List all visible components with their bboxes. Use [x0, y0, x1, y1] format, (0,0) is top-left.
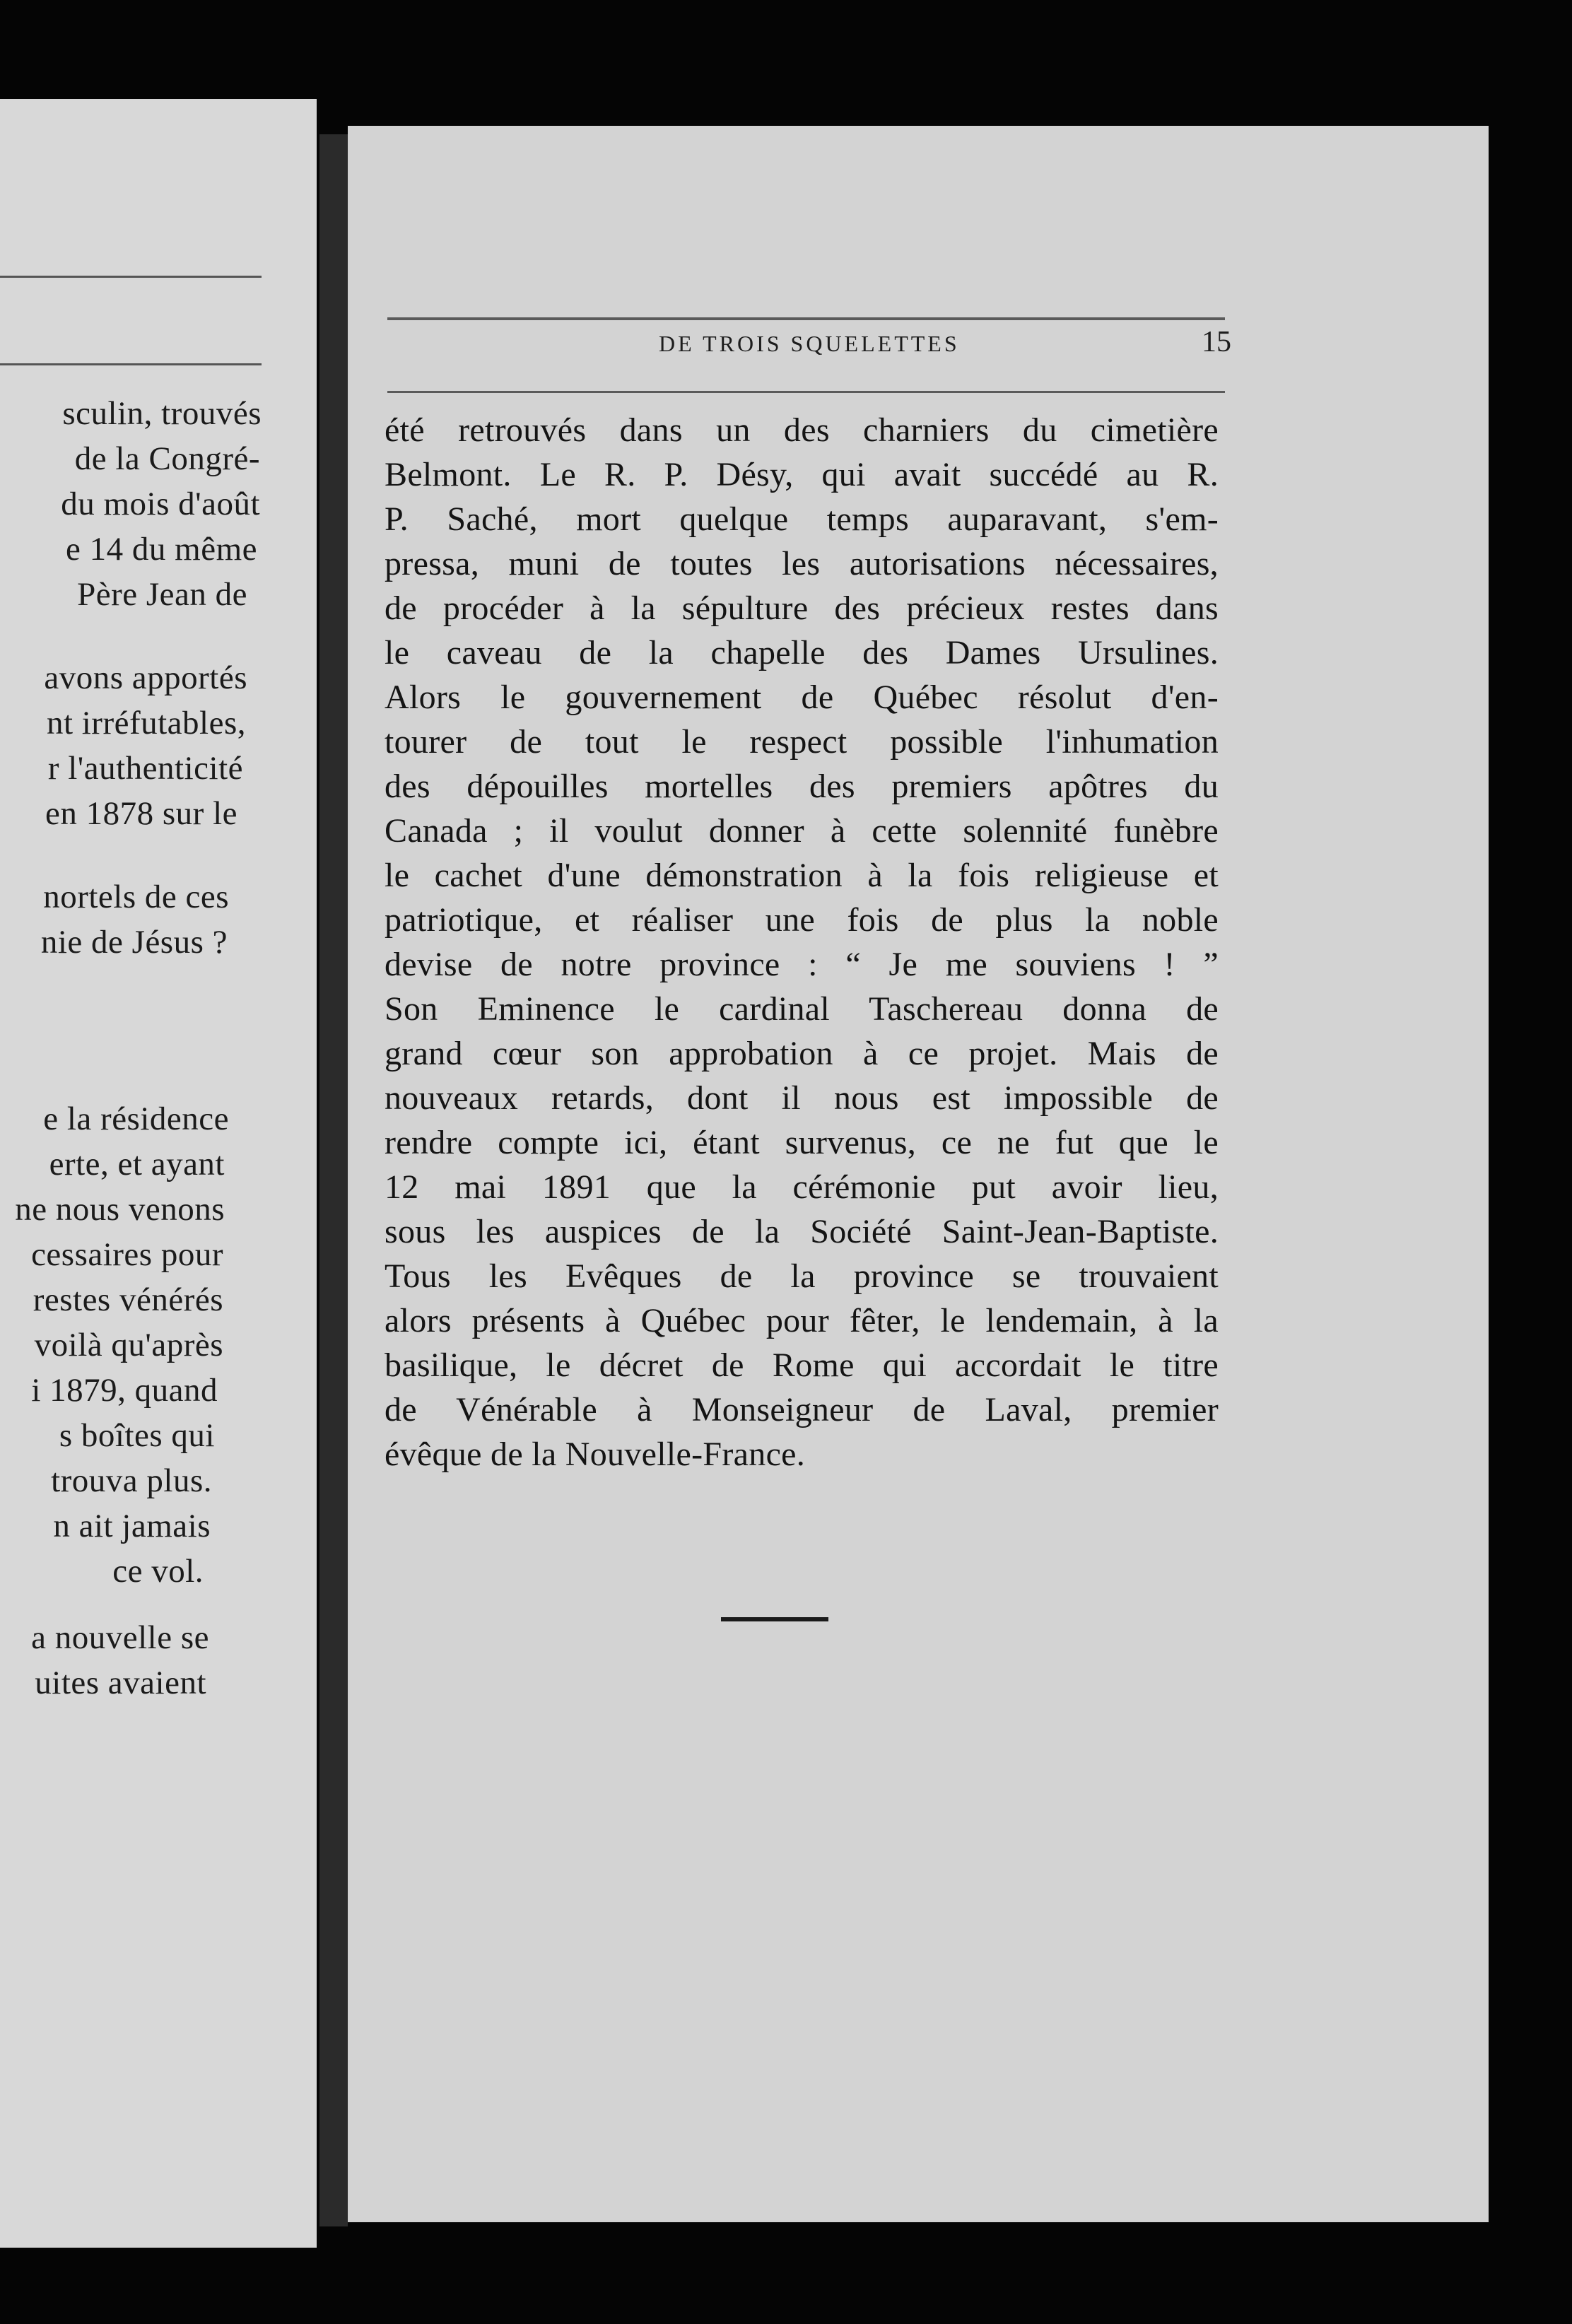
- body-text-line: basilique, le décret de Rome qui accordait le titre: [385, 1346, 1219, 1384]
- left-text-line: nt irréfutables,: [46, 705, 246, 741]
- body-text-line: le caveau de la chapelle des Dames Ursulines.: [385, 634, 1219, 671]
- end-of-section-rule: [721, 1617, 828, 1621]
- left-text-line: Père Jean de: [77, 576, 247, 613]
- body-text-line: nouveaux retards, dont il nous est impossible de: [385, 1079, 1219, 1117]
- body-text-line: le cachet d'une démonstration à la fois religieuse et: [385, 857, 1219, 894]
- body-text-line: patriotique, et réaliser une fois de plus la noble: [385, 901, 1219, 939]
- left-text-line: uites avaient: [35, 1665, 206, 1701]
- body-text-line: sous les auspices de la Société Saint-Jean-Baptiste.: [385, 1213, 1219, 1250]
- body-text-line: Son Eminence le cardinal Taschereau donna de: [385, 990, 1219, 1028]
- header-rule-top: [387, 317, 1225, 320]
- header-rule-bottom: [387, 391, 1225, 393]
- left-text-line: i 1879, quand: [31, 1372, 218, 1409]
- left-text-line: s boîtes qui: [59, 1417, 215, 1454]
- body-text-line: Tous les Evêques de la province se trouvaient: [385, 1257, 1219, 1295]
- left-text-line: nortels de ces: [43, 879, 229, 915]
- left-text-line: voilà qu'après: [34, 1327, 223, 1363]
- body-text-line: P. Saché, mort quelque temps auparavant, s'em-: [385, 500, 1219, 538]
- left-text-line: restes vénérés: [33, 1281, 223, 1318]
- body-text-line: 12 mai 1891 que la cérémonie put avoir lieu,: [385, 1168, 1219, 1206]
- left-text-line: erte, et ayant: [49, 1146, 225, 1182]
- body-text-line: des dépouilles mortelles des premiers apôtres du: [385, 768, 1219, 805]
- running-title: DE TROIS SQUELETTES: [659, 331, 960, 356]
- body-text-line: devise de notre province : “ Je me souviens ! ”: [385, 946, 1219, 983]
- left-text-line: e la résidence: [43, 1101, 229, 1137]
- left-header-rule-bottom: [0, 363, 262, 365]
- left-text-line: trouva plus.: [51, 1462, 212, 1499]
- book-gutter: [319, 134, 348, 2226]
- body-text-line: Belmont. Le R. P. Désy, qui avait succédé au R.: [385, 456, 1219, 493]
- left-text-line: du mois d'août: [61, 486, 260, 522]
- left-text-line: a nouvelle se: [31, 1619, 209, 1656]
- body-text-line: été retrouvés dans un des charniers du cimetière: [385, 411, 1219, 449]
- left-text-line: de la Congré-: [74, 440, 260, 477]
- body-text-line: de procéder à la sépulture des précieux restes dans: [385, 589, 1219, 627]
- body-text-line: Canada ; il voulut donner à cette solennité funèbre: [385, 812, 1219, 850]
- body-text-line: grand cœur son approbation à ce projet. Mais de: [385, 1035, 1219, 1072]
- left-text-line: ne nous venons: [15, 1191, 225, 1228]
- left-text-line: sculin, trouvés: [62, 395, 262, 432]
- body-text-line: de Vénérable à Monseigneur de Laval, premier: [385, 1391, 1219, 1428]
- left-header-rule-top: [0, 276, 262, 278]
- body-text-line: pressa, muni de toutes les autorisations nécessaires,: [385, 545, 1219, 582]
- body-text-line: rendre compte ici, étant survenus, ce ne fut que le: [385, 1124, 1219, 1161]
- left-text-line: ce vol.: [112, 1553, 204, 1590]
- left-text-line: avons apportés: [44, 659, 247, 696]
- left-text-line: nie de Jésus ?: [40, 924, 228, 961]
- left-text-line: r l'authenticité: [47, 750, 243, 787]
- left-text-line: cessaires pour: [31, 1236, 223, 1273]
- body-text-line: tourer de tout le respect possible l'inhumation: [385, 723, 1219, 761]
- body-text-line: alors présents à Québec pour fêter, le lendemain, à la: [385, 1302, 1219, 1339]
- left-text-line: e 14 du même: [66, 531, 257, 568]
- body-text-line: évêque de la Nouvelle-France.: [385, 1436, 806, 1473]
- page-number: 15: [1202, 326, 1231, 358]
- right-page: [348, 126, 1489, 2222]
- left-page: [0, 99, 317, 2248]
- body-text-line: Alors le gouvernement de Québec résolut d'en-: [385, 679, 1219, 716]
- left-text-line: en 1878 sur le: [45, 795, 237, 832]
- left-text-line: n ait jamais: [53, 1508, 211, 1544]
